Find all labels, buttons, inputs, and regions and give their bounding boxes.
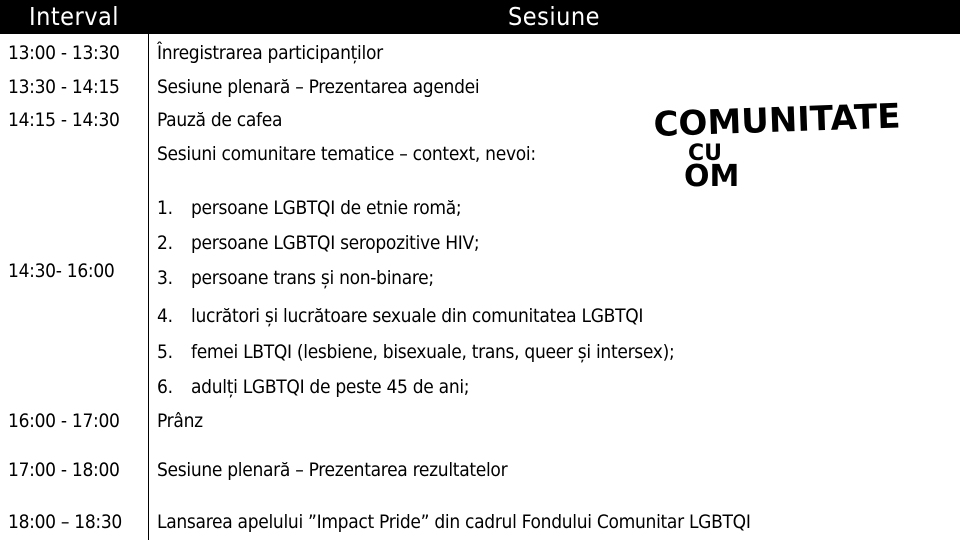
row-session: Sesiune plenară – Prezentarea agendei	[157, 76, 480, 98]
column-header-sesiune: Sesiune	[508, 2, 600, 31]
row-time: 13:30 - 14:15	[8, 76, 120, 98]
list-item-number: 6.	[157, 376, 173, 398]
row-time: 13:00 - 13:30	[8, 42, 120, 64]
list-item	[157, 232, 479, 254]
row-time: 16:00 - 17:00	[8, 410, 120, 432]
column-divider	[148, 34, 149, 540]
list-item	[157, 267, 434, 289]
list-item-number: 2.	[157, 232, 173, 254]
list-item-number: 5.	[157, 341, 173, 363]
list-item-text: persoane LGBTQI de etnie romă;	[191, 197, 462, 219]
row-session: Sesiune plenară – Prezentarea rezultatelor	[157, 459, 508, 481]
row-session: Prânz	[157, 410, 203, 432]
list-item-number: 4.	[157, 305, 173, 327]
logo-line-2: CU	[688, 141, 723, 166]
row-time: 17:00 - 18:00	[8, 459, 120, 481]
row-time: 14:15 - 14:30	[8, 109, 120, 131]
row-time: 14:30- 16:00	[8, 260, 115, 282]
list-item-text: lucrători și lucrătoare sexuale din comunitatea LGBTQI	[191, 305, 644, 327]
list-item	[157, 305, 643, 327]
row-session: Înregistrarea participanților	[157, 42, 383, 64]
list-item-text: femei LBTQI (lesbiene, bisexuale, trans, queer și intersex);	[191, 341, 675, 363]
list-item	[157, 341, 674, 363]
logo-line-3: OM	[684, 159, 740, 194]
list-item-number: 1.	[157, 197, 173, 219]
row-session: Pauză de cafea	[157, 109, 283, 131]
comunitate-cu-om-logo	[650, 96, 920, 196]
list-item-text: adulți LGBTQI de peste 45 de ani;	[191, 376, 470, 398]
list-item-text: persoane LGBTQI seropozitive HIV;	[191, 232, 480, 254]
column-header-interval: Interval	[28, 2, 120, 31]
row-time: 18:00 – 18:30	[8, 511, 123, 533]
list-item	[157, 197, 461, 219]
list-item	[157, 376, 469, 398]
logo-line-1: COMUNITATE	[652, 96, 902, 145]
row-session: Sesiuni comunitare tematice – context, nevoi:	[157, 143, 536, 165]
list-item-number: 3.	[157, 267, 173, 289]
table-header	[0, 0, 960, 34]
list-item-text: persoane trans și non-binare;	[191, 267, 434, 289]
row-session: Lansarea apelului ”Impact Pride” din cadrul Fondului Comunitar LGBTQI	[157, 511, 751, 533]
